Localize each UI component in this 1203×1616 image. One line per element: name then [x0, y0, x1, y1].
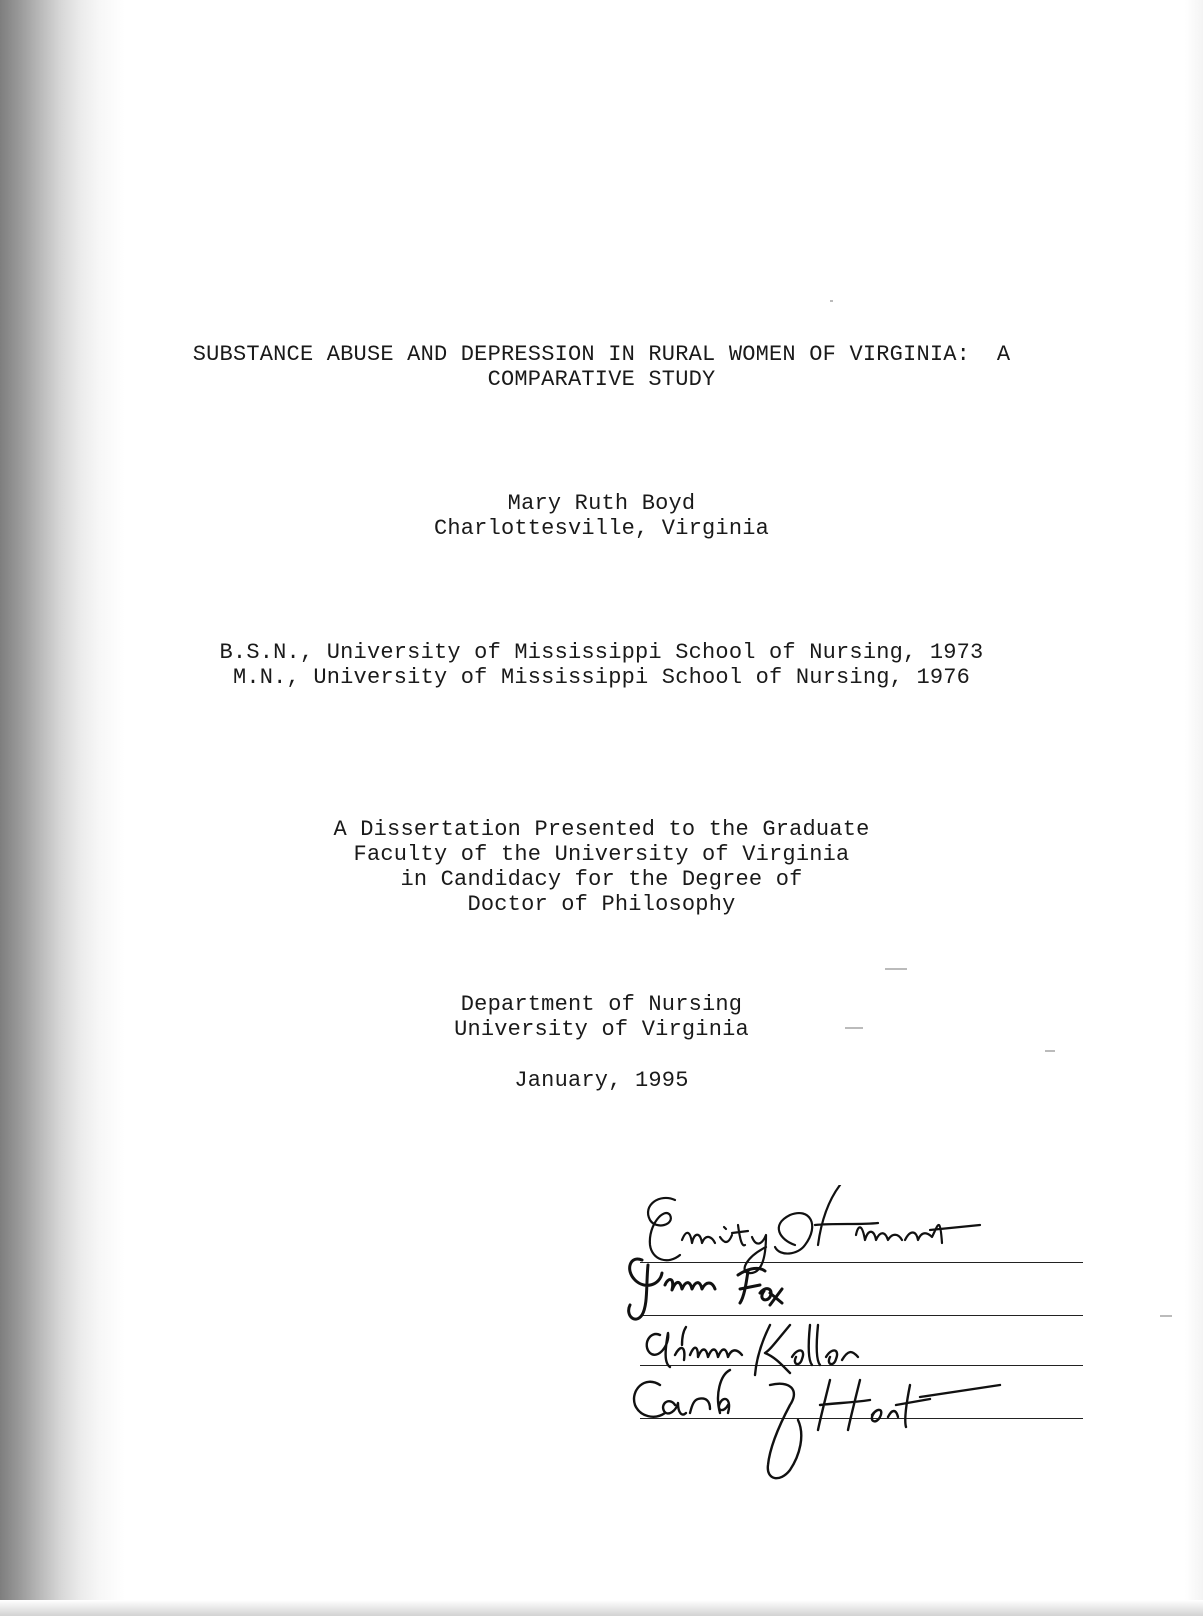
scan-speck — [885, 968, 907, 970]
signature-4 — [634, 1370, 1000, 1478]
scan-speck — [1045, 1050, 1055, 1052]
scan-speck — [1160, 1315, 1172, 1317]
author-location: Charlottesville, Virginia — [433, 516, 770, 541]
signature-2 — [629, 1259, 782, 1319]
signature-3 — [647, 1325, 858, 1375]
department-name: Department of Nursing — [460, 992, 743, 1017]
presentation-line-2: Faculty of the University of Virginia — [353, 842, 850, 867]
degree-bsn: B.S.N., University of Mississippi School of Nursing, 1973 — [219, 640, 984, 665]
scan-speck — [830, 300, 833, 302]
degree-mn: M.N., University of Mississippi School of Nursing, 1976 — [232, 665, 971, 690]
title-line-1: SUBSTANCE ABUSE AND DEPRESSION IN RURAL WOMEN OF VIRGINIA: A — [192, 342, 1011, 367]
presentation-line-1: A Dissertation Presented to the Graduate — [333, 817, 870, 842]
department-university: University of Virginia — [454, 1017, 749, 1042]
author-name: Mary Ruth Boyd — [507, 491, 696, 516]
presentation-line-3: in Candidacy for the Degree of — [400, 867, 803, 892]
signatures-handwriting — [620, 1185, 1090, 1485]
submission-date: January, 1995 — [514, 1068, 689, 1093]
scan-speck — [845, 1027, 863, 1029]
presentation-line-4: Doctor of Philosophy — [467, 892, 736, 917]
title-line-2: COMPARATIVE STUDY — [487, 367, 716, 392]
signature-1 — [648, 1185, 980, 1273]
